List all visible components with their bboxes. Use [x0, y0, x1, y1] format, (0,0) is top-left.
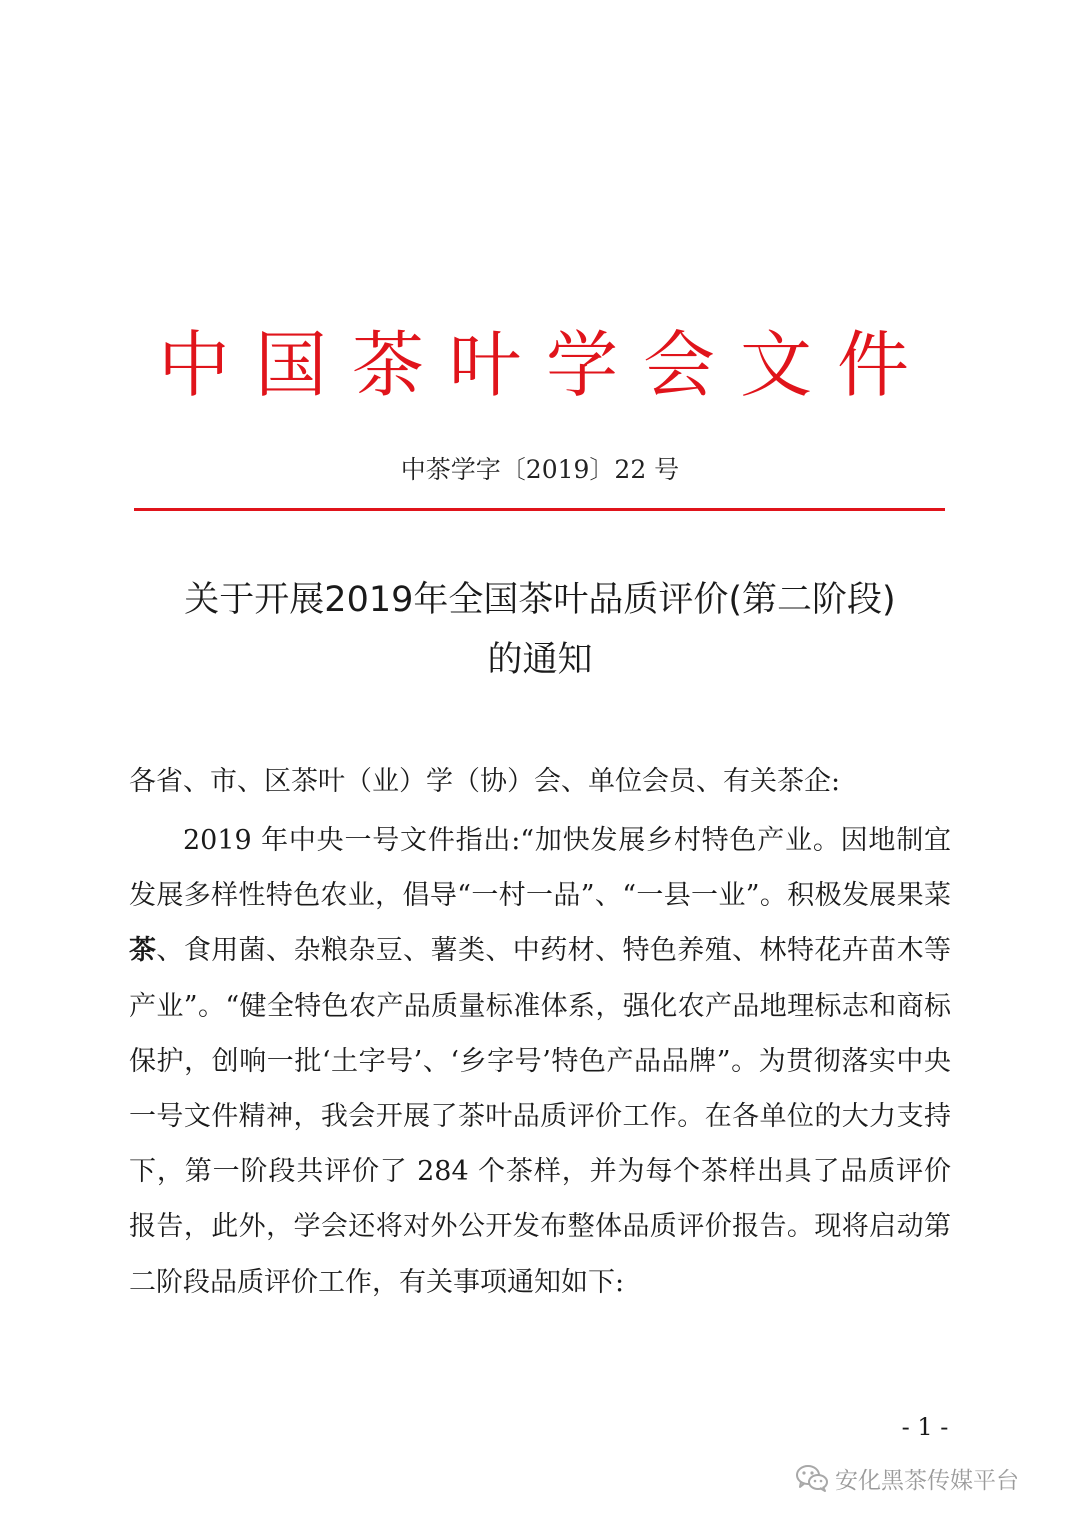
notice-title-line2: 的通知 [487, 640, 593, 680]
notice-title-line1: 关于开展2019年全国茶叶品质评价(第二阶段) [184, 580, 896, 620]
watermark-text: 安化黑茶传媒平台 [835, 1467, 1019, 1494]
document-number: 中茶学字〔2019〕22 号 [400, 455, 680, 484]
page-number: - 1 - [901, 1413, 949, 1441]
wechat-icon [795, 1463, 829, 1493]
org-header-title: 中国茶叶学会文件 [157, 323, 934, 407]
body-text-part2: 、食用菌、杂粮杂豆、薯类、中药材、特色养殖、林特花卉苗木等产业”。“健全特色农产品质量标准体系，强化农产品地理标志和商标保护，创响一批‘土字号’、‘乡字号’特色产品品牌”。为贯彻落实中央一号文件精神，我会开展了茶叶品质评价工作。在各单位的大力支持下，第一阶段共评价了 284 个茶样，并为每个茶样出具了品质评价报告，此外，学会还将对外公开发布整体品质评价报告。现将启动第二阶段品质评价工作，有关事项通知如下: [129, 935, 952, 1298]
red-divider-line [134, 508, 945, 511]
watermark [795, 1458, 1019, 1498]
salutation: 各省、市、区茶叶（业）学（协）会、单位会员、有关茶企: [129, 766, 841, 797]
body-text-part1: 2019 年中央一号文件指出:“加快发展乡村特色产业。因地制宜发展多样性特色农业，倡导“一村一品”、“一县一业”。积极发展果菜 [129, 825, 951, 912]
body-paragraph [129, 813, 951, 1310]
body-emphasis-word: 茶 [129, 935, 157, 967]
